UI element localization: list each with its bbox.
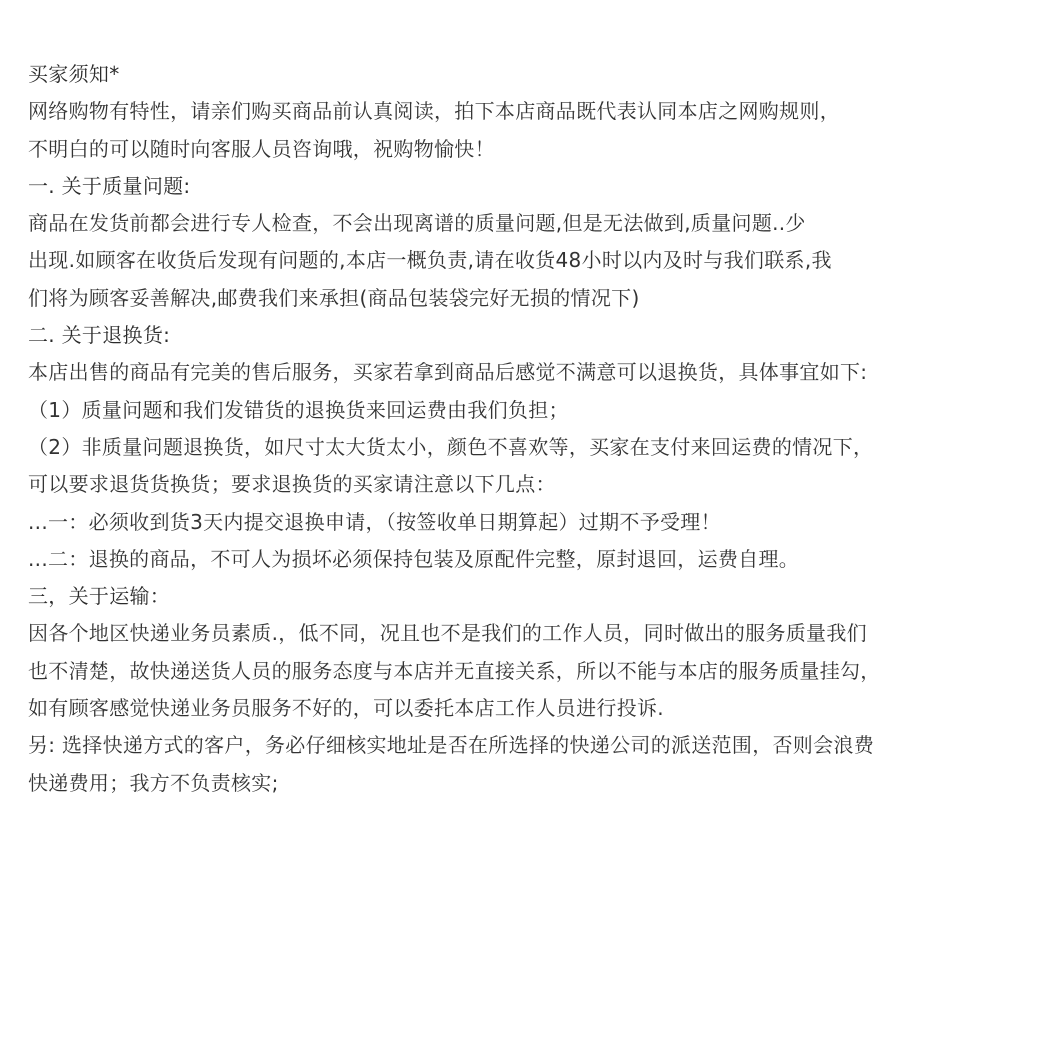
- returns-line: ...一：必须收到货3天内提交退换申请，（按签收单日期算起）过期不予受理！: [28, 509, 721, 534]
- returns-line: ...二：退换的商品，不可人为损坏必须保持包装及原配件完整，原封退回，运费自理。: [28, 546, 800, 571]
- returns-line: 可以要求退货货换货；要求退换货的买家请注意以下几点：: [28, 472, 556, 497]
- section-heading-shipping: 三，关于运输：: [28, 584, 171, 609]
- intro-line: 网络购物有特性，请亲们购买商品前认真阅读，拍下本店商品既代表认同本店之网购规则，: [28, 99, 840, 124]
- shipping-line: 另: 选择快递方式的客户，务必仔细核实地址是否在所选择的快递公司的派送范围，否则会浪费: [28, 733, 874, 758]
- section-heading-quality: 一. 关于质量问题:: [28, 173, 191, 198]
- shipping-line: 快递费用；我方不负责核实;: [28, 770, 279, 795]
- notice-title: 买家须知*: [28, 62, 120, 86]
- shipping-line: 因各个地区快递业务员素质.，低不同，况且也不是我们的工作人员，同时做出的服务质量我们: [28, 621, 867, 646]
- returns-line: （1）质量问题和我们发错货的退换货来回运费由我们负担；: [28, 397, 569, 422]
- returns-line: （2）非质量问题退换货，如尺寸太大货太小，颜色不喜欢等，买家在支付来回运费的情况下，: [28, 434, 874, 459]
- notice-document: [28, 56, 1046, 802]
- shipping-line: 如有顾客感觉快递业务员服务不好的，可以委托本店工作人员进行投诉.: [28, 696, 664, 721]
- quality-line: 出现.如顾客在收货后发现有问题的,本店一概负责,请在收货48小时以内及时与我们联系,我: [28, 248, 832, 273]
- quality-line: 商品在发货前都会进行专人检查，不会出现离谱的质量问题,但是无法做到,质量问题..少: [28, 211, 806, 236]
- section-heading-returns: 二. 关于退换货:: [28, 323, 171, 348]
- quality-line: 们将为顾客妥善解决,邮费我们来承担(商品包装袋完好无损的情况下): [28, 285, 640, 310]
- intro-line: 不明白的可以随时向客服人员咨询哦，祝购物愉快！: [28, 136, 495, 161]
- shipping-line: 也不清楚，故快递送货人员的服务态度与本店并无直接关系，所以不能与本店的服务质量挂勾，: [28, 658, 881, 683]
- returns-line: 本店出售的商品有完美的售后服务，买家若拿到商品后感觉不满意可以退换货，具体事宜如下:: [28, 360, 868, 385]
